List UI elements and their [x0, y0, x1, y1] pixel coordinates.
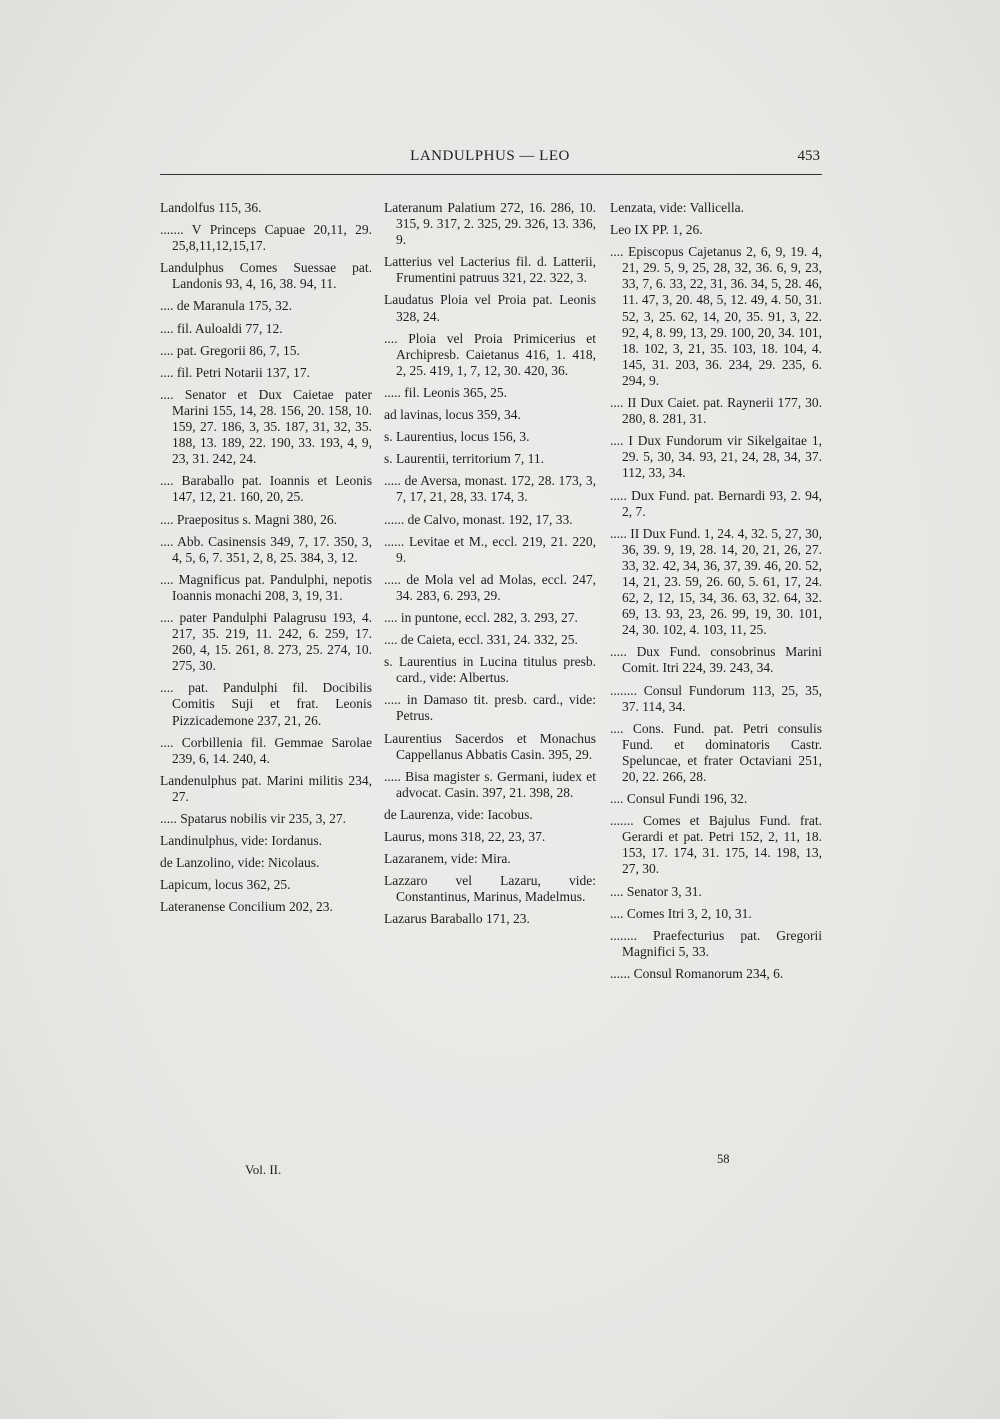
index-entry: Lazzaro vel Lazaru, vide: Constantinus, Marinus, Madelmus.	[384, 873, 596, 905]
index-entry: .... Corbillenia fil. Gemmae Sarolae 239, 6, 14. 240, 4.	[160, 734, 372, 766]
index-entry: .... Episcopus Cajetanus 2, 6, 9, 19. 4, 21, 29. 5, 9, 25, 28, 32, 36. 6, 9, 23, 33, 7, 6. 33, 22, 31, 36. 34, 5, 28. 46, 11. 47, 3, 20. 48, 5, 12. 49, 4. 50, 31. 52, 3, 25. 62, 14, 20, 35. 91, 3, 22. 92, 4, 8. 99, 13, 29. 100, 20, 34. 101, 18. 102, 3, 21, 35. 103, 18. 104, 4. 145, 31. 203, 36. 234, 29. 235, 6. 294, 9.	[610, 244, 822, 388]
index-entry: Lateranum Palatium 272, 16. 286, 10. 315, 9. 317, 2. 325, 29. 326, 13. 336, 9.	[384, 200, 596, 248]
index-entry: de Laurenza, vide: Iacobus.	[384, 806, 533, 822]
index-entry: .... II Dux Caiet. pat. Raynerii 177, 30. 280, 8. 281, 31.	[610, 395, 822, 427]
index-entry: Laurentius Sacerdos et Monachus Cappellanus Abbatis Casin. 395, 29.	[384, 730, 596, 762]
index-entry: Laudatus Ploia vel Proia pat. Leonis 328, 24.	[384, 292, 596, 324]
index-entry: ..... II Dux Fund. 1, 24. 4, 32. 5, 27, 30, 36, 39. 9, 19, 28. 14, 20, 21, 26, 27. 33, 32. 42, 34, 36, 37, 39. 46, 20. 52, 14, 21, 23. 59, 26. 60, 5. 61, 17, 24. 62, 2, 12, 15, 34, 36. 63, 32. 64, 32. 69, 13. 93, 23, 26. 99, 19, 30. 101, 24, 30. 102, 4. 103, 11, 25.	[610, 525, 822, 638]
index-entry: Leo IX PP. 1, 26.	[610, 222, 703, 238]
index-entry: .... Praepositus s. Magni 380, 26.	[160, 511, 337, 527]
index-column-1	[160, 200, 372, 921]
index-entry: .... de Maranula 175, 32.	[160, 298, 292, 314]
index-entry: ...... Consul Romanorum 234, 6.	[610, 965, 784, 981]
header-title: LANDULPHUS — LEO	[410, 148, 570, 164]
index-entry: Landenulphus pat. Marini militis 234, 27.	[160, 772, 372, 804]
index-entry: ....... Comes et Bajulus Fund. frat. Gerardi et pat. Petri 152, 2, 11, 18. 153, 17. 174, 31. 175, 14. 198, 13, 27, 30.	[610, 813, 822, 877]
running-header	[160, 148, 820, 170]
index-entry: ...... Levitae et M., eccl. 219, 21. 220, 9.	[384, 533, 596, 565]
index-entry: Lazarus Baraballo 171, 23.	[384, 911, 530, 927]
index-entry: ..... de Mola vel ad Molas, eccl. 247, 34. 283, 6. 293, 29.	[384, 571, 596, 603]
index-entry: ..... de Aversa, monast. 172, 28. 173, 3, 7, 17, 21, 28, 33. 174, 3.	[384, 473, 596, 505]
index-entry: Lazaranem, vide: Mira.	[384, 851, 511, 867]
index-entry: ad lavinas, locus 359, 34.	[384, 407, 521, 423]
index-entry: s. Laurentius, locus 156, 3.	[384, 429, 530, 445]
index-entry: Lapicum, locus 362, 25.	[160, 877, 291, 893]
index-entry: .... Abb. Casinensis 349, 7, 17. 350, 3, 4, 5, 6, 7. 351, 2, 8, 25. 384, 3, 12.	[160, 533, 372, 565]
index-column-2	[384, 200, 596, 933]
index-entry: ........ Praefecturius pat. Gregorii Magnifici 5, 33.	[610, 927, 822, 959]
index-entry: s. Laurentii, territorium 7, 11.	[384, 451, 544, 467]
index-entry: .... Senator et Dux Caietae pater Marini 155, 14, 28. 156, 20. 158, 10. 159, 27. 186, 3, 35. 187, 31, 32, 35. 188, 13. 189, 22. 190, 33. 193, 4, 9, 23, 31. 242, 24.	[160, 386, 372, 467]
index-entry: Lateranense Concilium 202, 23.	[160, 899, 333, 915]
index-entry: Latterius vel Lacterius fil. d. Latterii, Frumentini patruus 321, 22. 322, 3.	[384, 254, 596, 286]
index-entry: ..... Spatarus nobilis vir 235, 3, 27.	[160, 811, 346, 826]
index-entry: ...... de Calvo, monast. 192, 17, 33.	[384, 511, 573, 527]
index-entry: Landulphus Comes Suessae pat. Landonis 93, 4, 16, 38. 94, 11.	[160, 260, 372, 292]
index-entry: ........ Consul Fundorum 113, 25, 35, 37. 114, 34.	[610, 682, 822, 714]
index-entry: .... de Caieta, eccl. 331, 24. 332, 25.	[384, 632, 578, 648]
index-entry: .... I Dux Fundorum vir Sikelgaitae 1, 29. 5, 30, 34. 93, 21, 24, 28, 34, 37. 112, 33, 34.	[610, 433, 822, 481]
index-entry: .... Magnificus pat. Pandulphi, nepotis Ioannis monachi 208, 3, 19, 31.	[160, 571, 372, 603]
index-entry: s. Laurentius in Lucina titulus presb. card., vide: Albertus.	[384, 654, 596, 686]
index-column-3	[610, 200, 822, 988]
index-entry: .... Consul Fundi 196, 32.	[610, 791, 748, 807]
index-entry: ..... Dux Fund. consobrinus Marini Comit. Itri 224, 39. 243, 34.	[610, 644, 822, 676]
index-entry: Landolfus 115, 36.	[160, 200, 262, 215]
index-entry: Lenzata, vide: Vallicella.	[610, 200, 744, 215]
index-entry: .... Senator 3, 31.	[610, 883, 702, 899]
index-entry: ....... V Princeps Capuae 20,11, 29. 25,8,11,12,15,17.	[160, 222, 372, 254]
index-entry: ..... in Damaso tit. presb. card., vide: Petrus.	[384, 692, 596, 724]
index-entry: de Lanzolino, vide: Nicolaus.	[160, 855, 320, 871]
index-entry: ..... fil. Leonis 365, 25.	[384, 384, 507, 400]
header-rule	[160, 174, 822, 175]
index-entry: .... pat. Pandulphi fil. Docibilis Comitis Suji et frat. Leonis Pizzicademone 237, 21, 26.	[160, 680, 372, 728]
index-entry: ..... Dux Fund. pat. Bernardi 93, 2. 94, 2, 7.	[610, 487, 822, 519]
index-entry: .... pater Pandulphi Palagrusu 193, 4. 217, 35. 219, 11. 242, 6. 259, 17. 260, 4, 15. 261, 8. 273, 25. 274, 10. 275, 30.	[160, 609, 372, 674]
index-entry: .... pat. Gregorii 86, 7, 15.	[160, 342, 300, 358]
volume-label: Vol. II.	[245, 1162, 282, 1177]
index-entry: .... Baraballo pat. Ioannis et Leonis 147, 12, 21. 160, 20, 25.	[160, 473, 372, 505]
index-entry: .... Ploia vel Proia Primicerius et Archipresb. Caietanus 416, 1. 418, 2, 25. 419, 1, 7, 12, 30. 420, 36.	[384, 330, 596, 378]
index-entry: ..... Bisa magister s. Germani, iudex et advocat. Casin. 397, 21. 398, 28.	[384, 768, 596, 800]
signature-mark: 58	[717, 1152, 730, 1166]
index-entry: .... Cons. Fund. pat. Petri consulis Fund. et dominatoris Castr. Speluncae, et frater Octaviani 251, 20, 22. 266, 28.	[610, 720, 822, 784]
index-entry: .... fil. Auloaldi 77, 12.	[160, 320, 283, 336]
page-number: 453	[797, 148, 820, 164]
index-entry: Landinulphus, vide: Iordanus.	[160, 833, 322, 849]
index-entry: .... fil. Petri Notarii 137, 17.	[160, 364, 310, 380]
index-entry: .... Comes Itri 3, 2, 10, 31.	[610, 905, 752, 921]
index-entry: Laurus, mons 318, 22, 23, 37.	[384, 829, 546, 844]
index-entry: .... in puntone, eccl. 282, 3. 293, 27.	[384, 609, 578, 625]
